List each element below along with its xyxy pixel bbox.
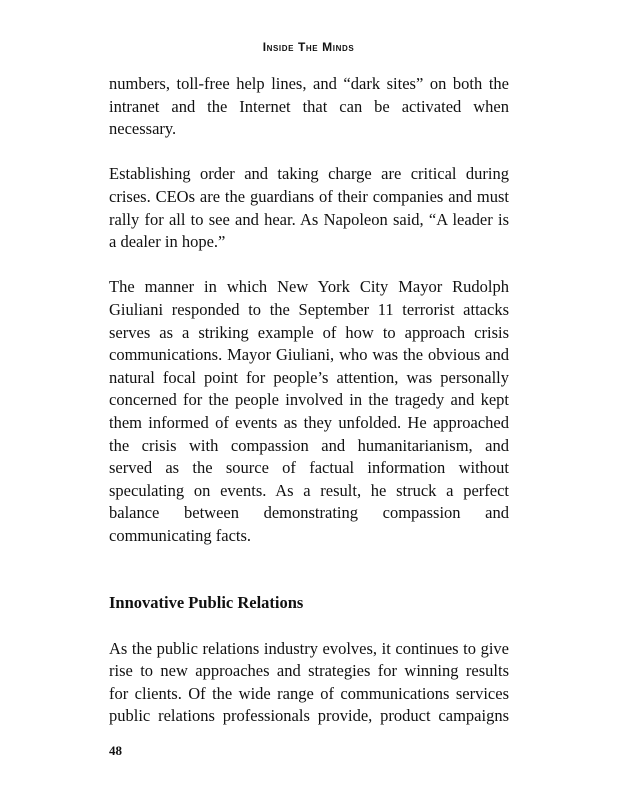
text-line: communicating facts. xyxy=(109,525,252,545)
section-heading: Innovative Public Relations xyxy=(109,593,304,613)
paragraph-giuliani xyxy=(109,276,509,547)
text-line: served as the source of factual information without xyxy=(109,458,509,478)
text-line: crises. CEOs are the guardians of their companies and must xyxy=(109,186,509,206)
text-line: The manner in which New York City Mayor Rudolph xyxy=(109,277,509,297)
text-line: As the public relations industry evolves, it continues to give xyxy=(109,638,509,658)
text-line: serves as a striking example of how to approach crisis xyxy=(109,322,509,342)
text-line: the crisis with compassion and humanitarianism, and xyxy=(109,435,509,455)
paragraph-dark-sites xyxy=(109,73,509,141)
text-line: for clients. Of the wide range of communications services xyxy=(109,683,509,703)
text-line: balance between demonstrating compassion and xyxy=(109,503,509,523)
body-text xyxy=(109,73,509,751)
text-line: numbers, toll-free help lines, and “dark sites” on both the xyxy=(109,74,509,93)
text-line: Establishing order and taking charge are critical during xyxy=(109,164,509,184)
text-line: Giuliani responded to the September 11 terrorist attacks xyxy=(109,299,509,319)
text-line: communications. Mayor Giuliani, who was the obvious and xyxy=(109,345,509,365)
text-line: a dealer in hope.” xyxy=(109,232,226,252)
text-line: them informed of events as they unfolded. He approached xyxy=(109,412,509,432)
text-line: intranet and the Internet that can be activated when xyxy=(109,96,509,116)
text-line: necessary. xyxy=(109,119,177,139)
running-head: Inside The Minds xyxy=(262,40,355,54)
text-line: public relations professionals provide, product campaigns xyxy=(109,706,509,726)
paragraph-innovative-pr xyxy=(109,638,509,728)
text-line: concerned for the people involved in the tragedy and kept xyxy=(109,390,509,410)
text-line: rally for all to see and hear. As Napoleon said, “A leader is xyxy=(109,209,509,229)
text-line: rise to new approaches and strategies for winning results xyxy=(109,661,509,681)
text-line: speculating on events. As a result, he struck a perfect xyxy=(109,480,509,500)
text-line: natural focal point for people’s attention, was personally xyxy=(109,367,509,387)
page-number: 48 xyxy=(109,743,122,758)
paragraph-establishing-order xyxy=(109,163,509,253)
